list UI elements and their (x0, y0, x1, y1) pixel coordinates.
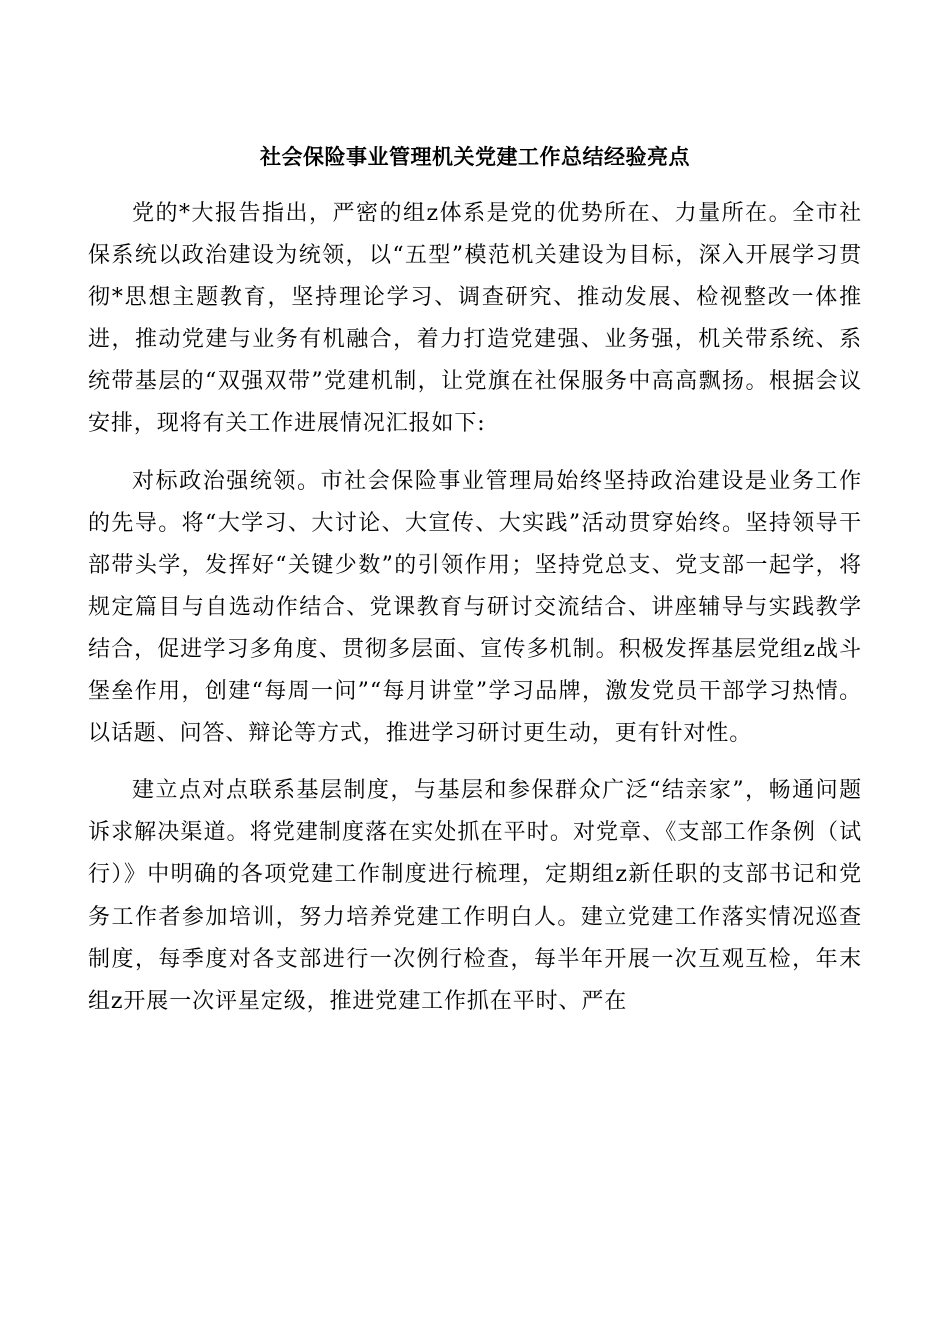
document-body (88, 193, 862, 1023)
paragraph-political-leadership: 对标政治强统领。市社会保险事业管理局始终坚持政治建设是业务工作的先导。将“大学习、大讨论、大宣传、大实践”活动贯穿始终。坚持领导干部带头学，发挥好“关键少数”的引领作用；坚持党总支、党支部一起学，将规定篇目与自选动作结合、党课教育与研讨交流结合、讲座辅导与实践教学结合，促进学习多角度、贯彻多层面、宣传多机制。积极发挥基层党组z战斗堡垒作用，创建“每周一问”“每月讲堂”学习品牌，激发党员干部学习热情。以话题、问答、辩论等方式，推进学习研讨更生动，更有针对性。 (88, 468, 862, 747)
paragraph-grassroots-system: 建立点对点联系基层制度，与基层和参保群众广泛“结亲家”，畅通问题诉求解决渠道。将党建制度落在实处抓在平时。对党章、《支部工作条例（试行）》中明确的各项党建工作制度进行梳理，定期组z新任职的支部书记和党务工作者参加培训，努力培养党建工作明白人。建立党建工作落实情况巡查制度，每季度对各支部进行一次例行检查，每半年开展一次互观互检，年末组z开展一次评星定级，推进党建工作抓在平时、严在 (88, 778, 862, 1014)
document-title: 社会保险事业管理机关党建工作总结经验亮点 (260, 144, 690, 169)
paragraph-intro: 党的*大报告指出，严密的组z体系是党的优势所在、力量所在。全市社保系统以政治建设为统领，以“五型”模范机关建设为目标，深入开展学习贯彻*思想主题教育，坚持理论学习、调查研究、推动发展、检视整改一体推进，推动党建与业务有机融合，着力打造党建强、业务强，机关带系统、系统带基层的“双强双带”党建机制，让党旗在社保服务中高高飘扬。根据会议安排，现将有关工作进展情况汇报如下: (88, 201, 862, 437)
